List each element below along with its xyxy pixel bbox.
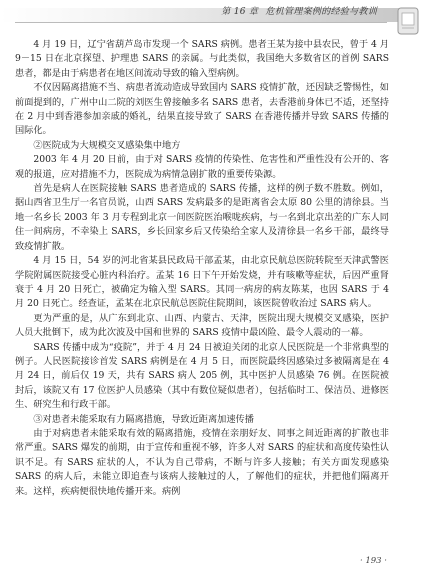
paragraph: 不仅因隔离措施不当、病患者流动造成导致国内 SARS 疫情扩散，还因缺乏警惕性，如前面提到的，广州中山二院的刘医生曾接触多名 SARS 患者，去香港前身体已不适，还坚持在 2 月中到香港参加亲戚的婚礼，结果直接导致了 SARS 在香港传播并导致 SARS 传播的国际化。 (15, 82, 389, 137)
running-header (221, 4, 377, 17)
body-text (15, 38, 389, 499)
section-heading: ②医院成为大规模交叉感染集中地方 (33, 139, 181, 151)
paragraph: 4 月 15 日，54 岁的河北省某县民政局干部孟某，由北京民航总医院转院至天津武警医学院附属医院接受心脏内科治疗。孟某 16 日下午开始发烧，并有咳嗽等症状，后因严重肾衰于 4 月 20 日死亡，被确定为输入型 SARS。其同一病房的病友陈某，也因 SARS 于 4 月 20 日死亡。经查证，孟某在北京民航总医院住院期间，该医院曾收治过 SARS 病人。 (15, 255, 389, 310)
paragraph: 首先是病人在医院接触 SARS 患者造成的 SARS 传播，这样的例子数不胜数。例如，据山西省卫生厅一名官员说，山西 SARS 发病最多的是距离省会太原 80 公里的清徐县。当地一名乡长 2003 年 3 月专程到北京一间医院医治喉咙疾病，与一名到北京出差的广东人同住一间病房，不幸染上 SARS，乡长回家乡后又传染给全家人及清徐县一名乡干部，最终导致疫情扩散。 (15, 183, 389, 252)
paragraph: 由于对病患者未能采取有效的隔离措施，疫情在亲朋好友、同事之间近距离的扩散也非常严重。SARS 爆发的前期，由于宣传和重视不够，许多人对 SARS 的症状和高度传染性认识不足。有 SARS 症状的人，不认为自己带病，不断与许多人接触；有关方面发现感染 SARS 的病人后，未能立即追查与该病人接触过的人，了解他们的症状，并把他们隔离开来。这样，疾病便很快地传播开来。病例 (15, 427, 389, 497)
section-heading: ③对患者未能采取有力隔离措施，导致近距离加速传播 (33, 413, 254, 425)
chapter-badge-icon (395, 6, 421, 36)
paragraph: 2003 年 4 月 20 日前，由于对 SARS 疫情的传染性、危害性和严重性没有公开的、客观的报道，应对措施不力，医院成为病情急剧扩散的重要传染源。 (15, 154, 389, 180)
chapter-number: 第 16 章 (221, 7, 259, 17)
page-number: · 193 · (359, 556, 387, 566)
paragraph: 更为严重的是，从广东到北京、山西、内蒙古、天津，医院出现大规模交叉感染，医护人员大批倒下，成为此次波及中国和世界的 SARS 疫情中最凶险、最令人震动的一幕。 (15, 312, 389, 339)
header-rule (15, 22, 387, 23)
paragraph: 4 月 19 日，辽宁省葫芦岛市发现一个 SARS 病例。患者王某为接中县农民，曾于 4 月 9－15 日在北京探望、护理患 SARS 的亲属。与此类似，我国绝大多数省区的首例 SARS 患者，都是由于病患者在地区间流动导致的输入型病例。 (15, 39, 389, 79)
paragraph: SARS 传播中成为“疫院”，并于 4 月 24 日被迫关闭的北京人民医院是一个非常典型的例子。人民医院接诊首发 SARS 病例是在 4 月 5 日，而医院最终因感染过多被隔离是在 4 月 24 日，前后仅 19 天，共有 SARS 病人 205 例，其中医护人员感染 76 例。在医院被封后，该院又有 17 位医护人员感染（其中有数位疑似患者），包括临时工、保洁员、进修医生、研究生和行政干部。 (15, 341, 389, 411)
chapter-title: 危机管理案例的经验与教训 (265, 7, 377, 17)
